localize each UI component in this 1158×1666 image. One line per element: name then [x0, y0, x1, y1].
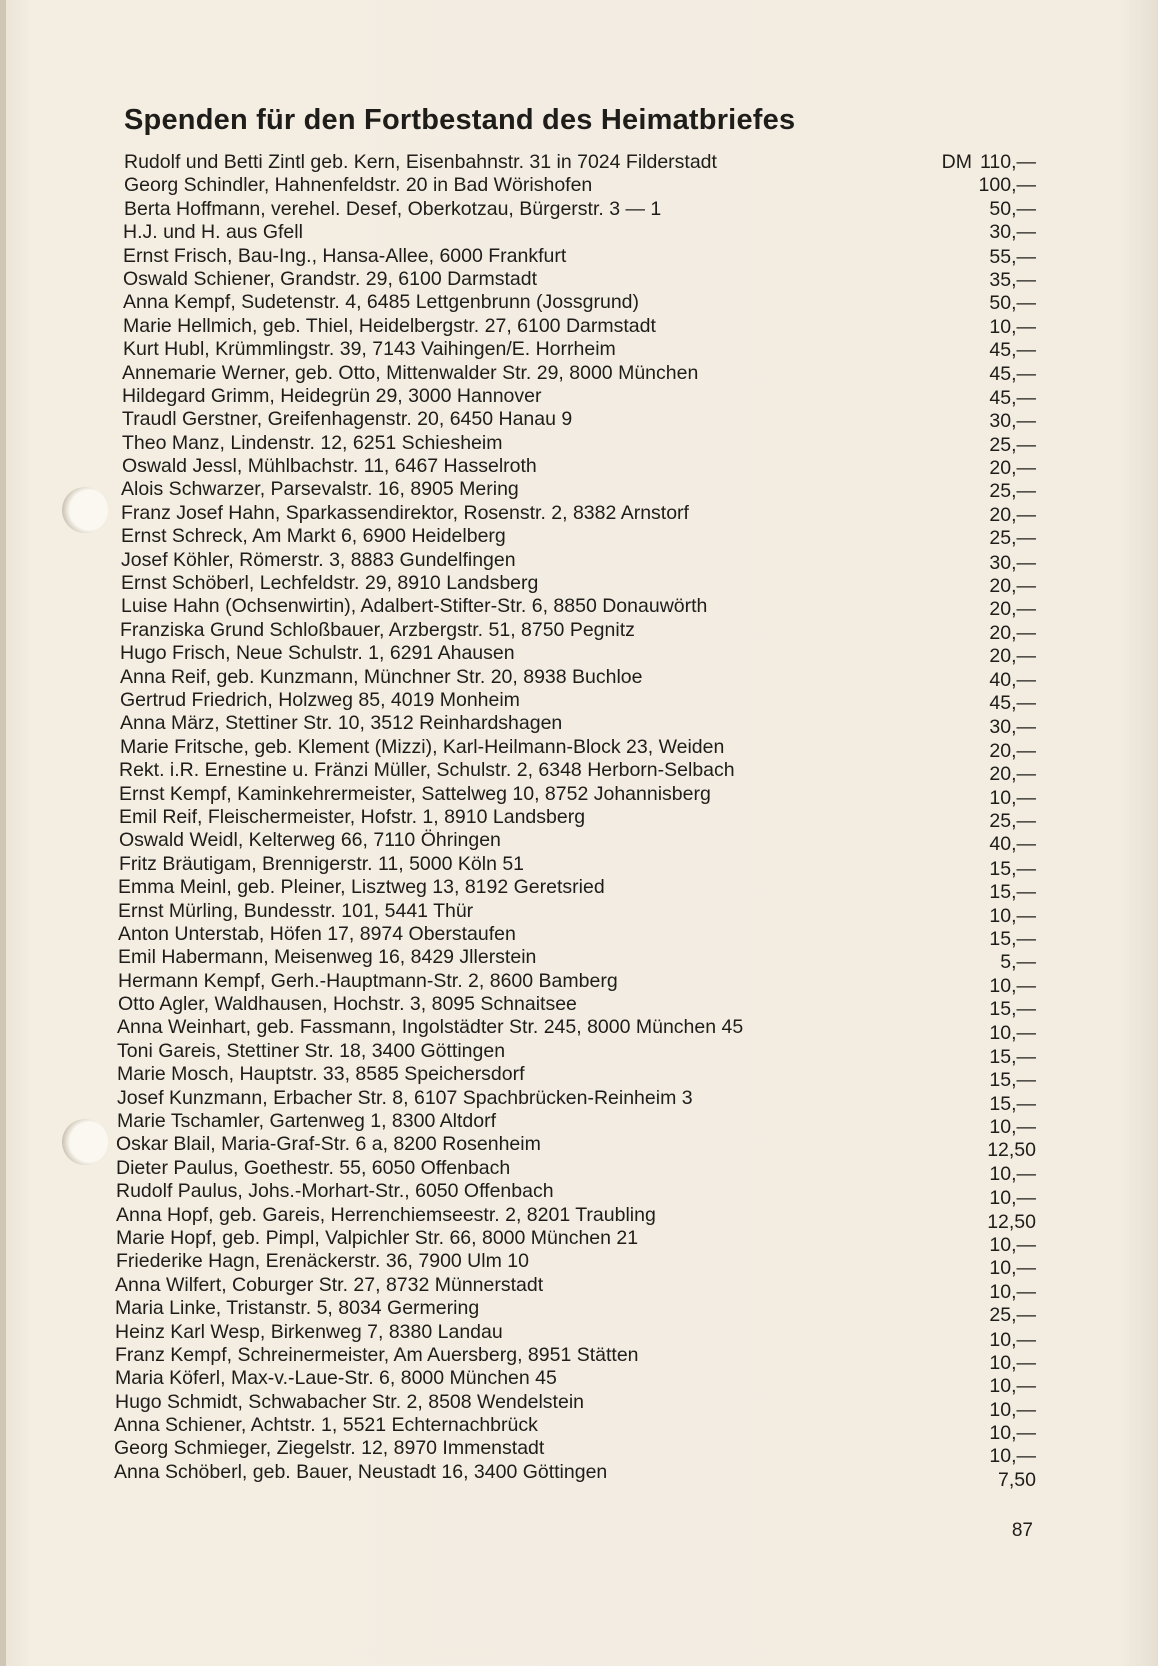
- donor-name: Emil Habermann, Meisenweg 16, 8429 Jllerstein: [118, 946, 537, 969]
- list-item: [0, 572, 1158, 598]
- donor-name: Franziska Grund Schloßbauer, Arzbergstr. 51, 8750 Pegnitz: [120, 618, 635, 641]
- list-item: [0, 852, 1158, 880]
- amount-value: 100,—: [978, 174, 1036, 197]
- donation-amount: [989, 480, 1036, 503]
- list-item: [0, 1367, 1158, 1398]
- list-item: [0, 735, 1158, 762]
- amount-value: 15,—: [989, 857, 1036, 880]
- donor-name: Anna Reif, geb. Kunzmann, Münchner Str. 20, 8938 Buchloe: [120, 665, 643, 688]
- list-item: [0, 1156, 1158, 1185]
- donation-amount: [989, 387, 1036, 410]
- donor-name: Anna Kempf, Sudetenstr. 4, 6485 Lettgenbrunn (Jossgrund): [123, 291, 640, 314]
- donor-name: Franz Kempf, Schreinermeister, Am Auersberg, 8951 Stätten: [115, 1343, 639, 1366]
- amount-value: 30,—: [989, 551, 1036, 574]
- donor-name: Georg Schindler, Hahnenfeldstr. 20 in Bad Wörishofen: [124, 174, 593, 197]
- list-item: [0, 666, 1158, 689]
- donor-name: Anna Wilfert, Coburger Str. 27, 8732 Münnerstadt: [115, 1273, 544, 1296]
- donation-amount: [989, 339, 1036, 362]
- donor-name: Friederike Hagn, Erenäckerstr. 36, 7900 Ulm 10: [116, 1250, 529, 1273]
- amount-value: 20,—: [989, 621, 1036, 644]
- donor-name: Maria Linke, Tristanstr. 5, 8034 Germering: [115, 1297, 480, 1320]
- donation-amount: [989, 457, 1036, 480]
- donor-name: Rudolf und Betti Zintl geb. Kern, Eisenbahnstr. 31 in 7024 Filderstadt: [124, 151, 717, 173]
- list-item: [0, 1414, 1158, 1445]
- donor-name: Emil Reif, Fleischermeister, Hofstr. 1, 8910 Landsberg: [119, 805, 586, 828]
- amount-value: 25,—: [989, 809, 1036, 832]
- donor-name: Ernst Frisch, Bau-Ing., Hansa-Allee, 6000 Frankfurt: [123, 244, 567, 267]
- amount-value: 25,—: [989, 1304, 1036, 1327]
- amount-value: 10,—: [989, 1398, 1036, 1421]
- list-item: [0, 595, 1158, 621]
- donor-name: Ernst Mürling, Bundesstr. 101, 5441 Thür: [118, 899, 474, 922]
- list-item: [0, 922, 1158, 950]
- list-item: [0, 455, 1158, 478]
- donor-name: Anna Schöberl, geb. Bauer, Neustadt 16, 3400 Göttingen: [114, 1460, 608, 1483]
- donor-name: Anna Hopf, geb. Gareis, Herrenchiemseestr. 2, 8201 Traubling: [116, 1203, 656, 1226]
- amount-value: 12,50: [987, 1139, 1036, 1162]
- donor-name: Emma Meinl, geb. Pleiner, Lisztweg 13, 8192 Geretsried: [118, 876, 605, 899]
- donor-name: Toni Gareis, Stettiner Str. 18, 3400 Göttingen: [117, 1039, 506, 1062]
- list-item: [0, 502, 1158, 525]
- donor-name: Oswald Weidl, Kelterweg 66, 7110 Öhringen: [119, 829, 501, 852]
- donor-name: H.J. und H. aus Gfell: [123, 221, 303, 244]
- amount-value: 55,—: [989, 245, 1036, 268]
- donor-name: Josef Kunzmann, Erbacher Str. 8, 6107 Spachbrücken-Reinheim 3: [117, 1086, 693, 1109]
- list-item: [0, 408, 1158, 431]
- donor-name: Berta Hoffmann, verehel. Desef, Oberkotzau, Bürgerstr. 3 — 1: [124, 197, 662, 220]
- donation-amount: [989, 504, 1036, 527]
- amount-value: 45,—: [989, 339, 1036, 362]
- list-item: [0, 689, 1158, 712]
- amount-value: 10,—: [989, 1422, 1036, 1445]
- list-item: [0, 1273, 1158, 1303]
- donor-name: Hermann Kempf, Gerh.-Hauptmann-Str. 2, 8600 Bamberg: [118, 969, 618, 992]
- amount-value: 25,—: [989, 433, 1036, 456]
- donor-name: Otto Agler, Waldhausen, Hochstr. 3, 8095 Schnaitsee: [118, 993, 577, 1016]
- list-item: [0, 174, 1158, 197]
- amount-value: 30,—: [989, 410, 1036, 433]
- amount-value: 50,—: [989, 197, 1036, 220]
- list-item: [0, 1390, 1158, 1421]
- list-item: [0, 642, 1158, 668]
- amount-value: 10,—: [989, 1162, 1036, 1185]
- donation-amount: [989, 246, 1036, 269]
- donor-name: Rudolf Paulus, Johs.-Morhart-Str., 6050 Offenbach: [116, 1180, 554, 1203]
- amount-value: 35,—: [989, 268, 1036, 291]
- donor-name: Anna Schiener, Achtstr. 1, 5521 Echternachbrück: [114, 1414, 538, 1437]
- page-title: Spenden für den Fortbestand des Heimatbriefes: [124, 104, 796, 136]
- donor-name: Marie Fritsche, geb. Klement (Mizzi), Karl-Heilmann-Block 23, Weiden: [120, 735, 725, 758]
- donor-name: Josef Köhler, Römerstr. 3, 8883 Gundelfingen: [121, 548, 516, 571]
- list-item: [0, 1297, 1158, 1327]
- list-item: [0, 876, 1158, 904]
- donor-name: Annemarie Werner, geb. Otto, Mittenwalder Str. 29, 8000 München: [122, 361, 699, 384]
- list-item: [0, 759, 1158, 786]
- donor-name: Ernst Kempf, Kaminkehrermeister, Sattelweg 10, 8752 Johannisberg: [119, 782, 711, 805]
- list-item: [0, 1086, 1158, 1115]
- list-item: [0, 619, 1158, 642]
- currency-label: DM: [941, 151, 972, 173]
- donation-amount: [989, 269, 1036, 292]
- amount-value: 25,—: [989, 480, 1036, 503]
- list-item: [0, 993, 1158, 1021]
- list-item: [0, 946, 1158, 974]
- donor-name: Marie Tschamler, Gartenweg 1, 8300 Altdorf: [117, 1110, 497, 1133]
- list-item: [0, 268, 1158, 291]
- amount-value: 7,50: [998, 1468, 1036, 1491]
- donation-amount: [998, 1469, 1036, 1492]
- donor-name: Marie Hellmich, geb. Thiel, Heidelbergstr. 27, 6100 Darmstadt: [123, 314, 656, 337]
- amount-value: 15,—: [989, 927, 1036, 950]
- list-item: [0, 385, 1158, 408]
- list-item: [0, 782, 1158, 809]
- list-item: [0, 315, 1158, 338]
- list-item: [0, 432, 1158, 455]
- amount-value: 20,—: [989, 598, 1036, 621]
- list-item: [0, 525, 1158, 548]
- donor-name: Georg Schmieger, Ziegelstr. 12, 8970 Immenstadt: [114, 1437, 545, 1460]
- amount-value: 15,—: [989, 1045, 1036, 1068]
- donor-name: Oskar Blail, Maria-Graf-Str. 6 a, 8200 Rosenheim: [116, 1133, 541, 1156]
- list-item: [0, 245, 1158, 268]
- amount-value: 10,—: [989, 1280, 1036, 1303]
- list-item: [0, 969, 1158, 997]
- donor-name: Oswald Jessl, Mühlbachstr. 11, 6467 Hasselroth: [122, 455, 537, 478]
- donor-name: Gertrud Friedrich, Holzweg 85, 4019 Monheim: [120, 688, 520, 711]
- donor-name: Alois Schwarzer, Parsevalstr. 16, 8905 Mering: [121, 478, 519, 501]
- list-item: [0, 1226, 1158, 1256]
- amount-value: 25,—: [989, 527, 1036, 550]
- list-item: [0, 1133, 1158, 1162]
- amount-value: 10,—: [989, 786, 1036, 809]
- donor-name: Marie Hopf, geb. Pimpl, Valpichler Str. 66, 8000 München 21: [116, 1226, 639, 1249]
- donor-name: Oswald Schiener, Grandstr. 29, 6100 Darmstadt: [123, 267, 538, 290]
- donation-amount: [989, 434, 1036, 457]
- donation-amount: [989, 221, 1036, 244]
- list-item: [0, 712, 1158, 739]
- list-item: [0, 151, 1158, 174]
- amount-value: 40,—: [989, 668, 1036, 691]
- donor-name: Hugo Schmidt, Schwabacher Str. 2, 8508 Wendelstein: [115, 1390, 584, 1413]
- donor-name: Dieter Paulus, Goethestr. 55, 6050 Offenbach: [116, 1156, 511, 1179]
- list-item: [0, 291, 1158, 314]
- donor-name: Ernst Schöberl, Lechfeldstr. 29, 8910 Landsberg: [121, 572, 539, 595]
- amount-value: 10,—: [989, 1233, 1036, 1256]
- donor-name: Traudl Gerstner, Greifenhagenstr. 20, 6450 Hanau 9: [122, 408, 573, 431]
- amount-value: 15,—: [989, 998, 1036, 1021]
- list-item: [0, 1039, 1158, 1068]
- amount-value: 15,—: [989, 1069, 1036, 1092]
- list-item: [0, 362, 1158, 385]
- donor-name: Hildegard Grimm, Heidegrün 29, 3000 Hannover: [122, 384, 542, 407]
- amount-value: 50,—: [989, 292, 1036, 315]
- list-item: [0, 1203, 1158, 1233]
- donation-amount: [989, 410, 1036, 433]
- amount-value: 10,—: [989, 974, 1036, 997]
- amount-value: 20,—: [989, 645, 1036, 668]
- page-number: 87: [1011, 1520, 1033, 1541]
- donor-name: Marie Mosch, Hauptstr. 33, 8585 Speichersdorf: [117, 1063, 525, 1086]
- list-item: [0, 1437, 1158, 1468]
- donor-name: Anton Unterstab, Höfen 17, 8974 Oberstaufen: [118, 922, 516, 945]
- donor-name: Ernst Schreck, Am Markt 6, 6900 Heidelberg: [121, 525, 506, 548]
- amount-value: 30,—: [989, 221, 1036, 244]
- donation-amount: [989, 292, 1036, 315]
- amount-value: 10,—: [989, 1328, 1036, 1351]
- donor-name: Franz Josef Hahn, Sparkassendirektor, Rosenstr. 2, 8382 Arnstorf: [121, 501, 689, 524]
- donor-name: Heinz Karl Wesp, Birkenweg 7, 8380 Landau: [115, 1320, 503, 1343]
- list-item: [0, 478, 1158, 501]
- amount-value: 10,—: [989, 1257, 1036, 1280]
- donor-name: Anna März, Stettiner Str. 10, 3512 Reinhardshagen: [120, 712, 563, 735]
- list-item: [0, 1460, 1158, 1491]
- list-item: [0, 338, 1158, 361]
- list-item: [0, 1110, 1158, 1139]
- list-item: [0, 221, 1158, 244]
- amount-value: 20,—: [989, 763, 1036, 786]
- donation-list: [0, 151, 1158, 1491]
- list-item: [0, 1320, 1158, 1351]
- amount-value: 20,—: [989, 457, 1036, 480]
- donor-name: Luise Hahn (Ochsenwirtin), Adalbert-Stifter-Str. 6, 8850 Donauwörth: [121, 595, 708, 618]
- amount-value: 20,—: [989, 739, 1036, 762]
- donation-amount: [989, 316, 1036, 339]
- donor-name: Rekt. i.R. Ernestine u. Fränzi Müller, Schulstr. 2, 6348 Herborn-Selbach: [119, 759, 735, 782]
- donation-amount: [989, 363, 1036, 386]
- list-item: [0, 1343, 1158, 1374]
- amount-value: 10,—: [989, 1375, 1036, 1398]
- amount-value: 10,—: [989, 904, 1036, 927]
- list-item: [0, 829, 1158, 856]
- amount-value: 40,—: [989, 833, 1036, 856]
- amount-value: 10,—: [989, 1445, 1036, 1468]
- donor-name: Kurt Hubl, Krümmlingstr. 39, 7143 Vaihingen/E. Horrheim: [123, 338, 616, 361]
- amount-value: 12,50: [987, 1210, 1036, 1233]
- list-item: [0, 549, 1158, 572]
- amount-value: 10,—: [989, 1116, 1036, 1139]
- donor-name: Theo Manz, Lindenstr. 12, 6251 Schiesheim: [122, 431, 503, 454]
- list-item: [0, 1016, 1158, 1045]
- amount-value: 10,—: [989, 315, 1036, 338]
- list-item: [0, 198, 1158, 221]
- donation-amount: [942, 151, 1036, 174]
- donor-name: Fritz Bräutigam, Brennigerstr. 11, 5000 Köln 51: [119, 852, 525, 875]
- list-item: [0, 1250, 1158, 1280]
- amount-value: 20,—: [989, 503, 1036, 526]
- amount-value: 10,—: [989, 1351, 1036, 1374]
- amount-value: 10,—: [989, 1022, 1036, 1045]
- amount-value: 45,—: [989, 362, 1036, 385]
- donor-name: Hugo Frisch, Neue Schulstr. 1, 6291 Ahausen: [120, 642, 515, 665]
- donor-name: Anna Weinhart, geb. Fassmann, Ingolstädter Str. 245, 8000 München 45: [117, 1016, 744, 1039]
- amount-value: 110,—: [979, 151, 1036, 173]
- donation-amount: [989, 198, 1036, 221]
- amount-value: 10,—: [989, 1187, 1036, 1210]
- donation-amount: [979, 174, 1036, 197]
- amount-value: 20,—: [989, 575, 1036, 598]
- amount-value: 15,—: [989, 881, 1036, 904]
- amount-value: 15,—: [989, 1092, 1036, 1115]
- amount-value: 30,—: [989, 716, 1036, 739]
- list-item: [0, 899, 1158, 927]
- list-item: [0, 1180, 1158, 1210]
- amount-value: 5,—: [1000, 951, 1036, 974]
- donation-amount: [989, 527, 1036, 550]
- amount-value: 45,—: [989, 386, 1036, 409]
- list-item: [0, 1063, 1158, 1092]
- donor-name: Maria Köferl, Max-v.-Laue-Str. 6, 8000 München 45: [115, 1367, 557, 1390]
- amount-value: 45,—: [989, 691, 1036, 714]
- list-item: [0, 805, 1158, 832]
